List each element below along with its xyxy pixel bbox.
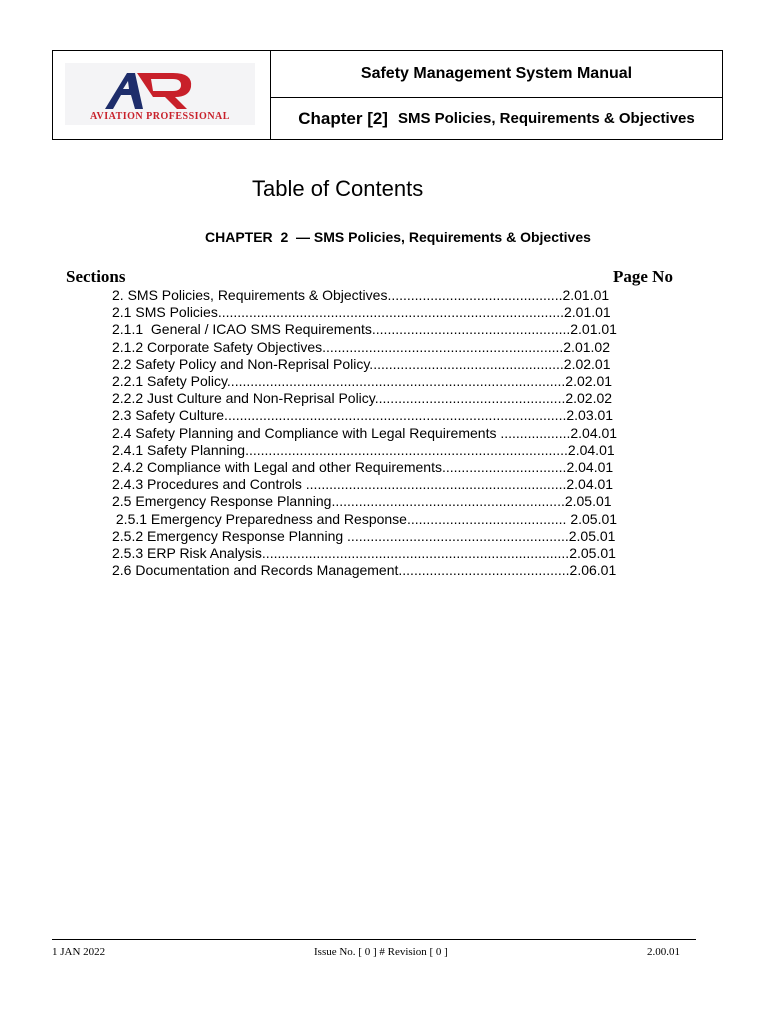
toc-entry[interactable]: 2.4 Safety Planning and Compliance with Legal Requirements ..................2.04.01: [112, 424, 618, 441]
toc-entry[interactable]: 2.5.1 Emergency Preparedness and Response......................................... 2.05.01: [112, 510, 618, 527]
logo-cell: [53, 51, 271, 139]
toc-title: Table of Contents: [252, 176, 424, 201]
toc-entry[interactable]: 2.2.2 Just Culture and Non-Reprisal Policy.................................................2.02.02: [112, 390, 613, 407]
page-no-column-heading: Page No: [613, 267, 673, 286]
footer-page-number: 2.00.01: [647, 946, 680, 958]
sections-column-heading: Sections: [66, 267, 126, 286]
chapter-title: SMS Policies, Requirements & Objectives: [397, 110, 695, 127]
toc-entry[interactable]: 2.5.2 Emergency Response Planning .........................................................2.05.01: [112, 527, 616, 544]
chapter-heading: CHAPTER 2 — SMS Policies, Requirements & Objectives: [205, 229, 591, 245]
toc-entry[interactable]: 2.6 Documentation and Records Management............................................2.06.01: [112, 562, 617, 579]
toc-entry[interactable]: 2.1.1 General / ICAO SMS Requirements...................................................2.01.01: [112, 321, 617, 338]
toc-entry[interactable]: 2.4.2 Compliance with Legal and other Requirements................................2.04.01: [112, 459, 614, 476]
toc-entry[interactable]: 2.1 SMS Policies.........................................................................................2.01.01: [112, 304, 611, 321]
toc-entry[interactable]: 2. SMS Policies, Requirements & Objectives.............................................2.01.01: [112, 287, 610, 303]
aviation-professional-logo: [65, 61, 255, 127]
manual-title: Safety Management System Manual: [271, 51, 722, 98]
chapter-label: Chapter [2]: [298, 108, 388, 128]
toc-entry[interactable]: 2.4.1 Safety Planning...................................................................................2.04.01: [112, 441, 615, 458]
chapter-header: [271, 98, 722, 139]
logo-text: AVIATION PROFESSIONAL: [90, 111, 230, 122]
toc-entry[interactable]: 2.2 Safety Policy and Non-Reprisal Policy..................................................2.02.01: [112, 355, 611, 372]
toc-list: [112, 287, 617, 579]
toc-entry[interactable]: 2.2.1 Safety Policy.......................................................................................2.02.01: [112, 373, 613, 390]
toc-entry[interactable]: 2.3 Safety Culture........................................................................................2.03.01: [112, 407, 614, 424]
footer-divider: [52, 939, 696, 940]
toc-entry[interactable]: 2.1.2 Corporate Safety Objectives..............................................................2.01.02: [112, 338, 610, 355]
toc-entry[interactable]: 2.4.3 Procedures and Controls ...................................................................2.04.01: [112, 476, 614, 493]
document-header: [52, 50, 723, 140]
toc-entry[interactable]: 2.5.3 ERP Risk Analysis...............................................................................2.05.01: [112, 545, 616, 562]
footer-date: 1 JAN 2022: [52, 946, 106, 958]
footer-issue: Issue No. [ 0 ] # Revision [ 0 ]: [314, 946, 448, 958]
toc-entry[interactable]: 2.5 Emergency Response Planning............................................................2.05.01: [112, 493, 612, 510]
